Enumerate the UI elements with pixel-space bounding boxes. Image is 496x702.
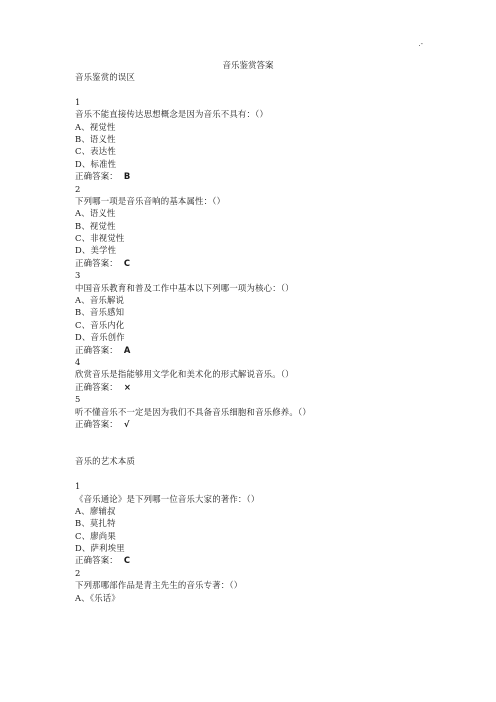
answer-label: 正确答案：	[75, 257, 118, 268]
question-text: 音乐不能直接传达思想概念是因为音乐不具有：（）	[75, 109, 269, 120]
option: B、音乐感知	[75, 307, 125, 318]
question-number: 2	[75, 567, 81, 578]
question-text: 《音乐通论》是下列哪一位音乐大家的著作：（）	[75, 493, 260, 504]
question-number: 5	[75, 394, 81, 405]
answer-value: A	[123, 344, 131, 355]
answer-line	[75, 344, 435, 356]
answer-value: √	[123, 418, 130, 429]
option: A、廖辅叔	[75, 505, 116, 516]
answer-label: 正确答案：	[75, 344, 118, 355]
option: C、表达性	[75, 146, 116, 157]
question-number: 1	[75, 96, 81, 107]
question-number: 1	[75, 481, 81, 492]
document-body	[75, 71, 435, 604]
answer-line	[75, 257, 435, 269]
option: B、莫扎特	[75, 518, 116, 529]
question-text: 中国音乐教育和普及工作中基本以下列哪一项为核心：（）	[75, 282, 294, 293]
option: B、语义性	[75, 133, 116, 144]
option: D、萨利埃里	[75, 543, 125, 554]
question-text: 下列哪一项是音乐音响的基本属性：（）	[75, 195, 226, 206]
question-text: 听不懂音乐不一定是因为我们不具备音乐细胞和音乐修养。（）	[75, 406, 311, 417]
document-title: 音乐鉴赏答案	[222, 61, 274, 71]
answer-value: ×	[123, 381, 132, 392]
answer-label: 正确答案：	[75, 418, 118, 429]
option: C、廖尚果	[75, 530, 116, 541]
option: C、音乐内化	[75, 319, 125, 330]
answer-label: 正确答案：	[75, 381, 118, 392]
option: B、视觉性	[75, 220, 116, 231]
answer-line	[75, 381, 435, 393]
question-number: 4	[75, 356, 81, 367]
option: D、美学性	[75, 245, 117, 256]
section-heading: 音乐的艺术本质	[75, 456, 136, 467]
option: D、标准性	[75, 158, 117, 169]
answer-line	[75, 418, 435, 430]
option: D、音乐创作	[75, 332, 125, 343]
section-heading: 音乐鉴赏的误区	[75, 72, 136, 82]
answer-value: C	[123, 257, 131, 268]
question-text: 欣赏音乐是指能够用文学化和美术化的形式解说音乐。（）	[75, 369, 294, 380]
question-text: 下列那哪部作品是青主先生的音乐专著：（）	[75, 580, 243, 591]
answer-line	[75, 170, 435, 182]
corner-mark: .-	[418, 40, 423, 48]
option: A、《乐话》	[75, 592, 120, 603]
option: A、视觉性	[75, 121, 116, 132]
option: A、语义性	[75, 208, 116, 219]
question-number: 3	[75, 270, 81, 281]
answer-line	[75, 554, 435, 566]
option: A、音乐解说	[75, 295, 125, 306]
answer-value: B	[123, 171, 131, 182]
answer-label: 正确答案：	[75, 171, 118, 182]
answer-label: 正确答案：	[75, 555, 118, 566]
option: C、非视觉性	[75, 233, 125, 244]
answer-value: C	[123, 555, 131, 566]
question-number: 2	[75, 183, 81, 194]
